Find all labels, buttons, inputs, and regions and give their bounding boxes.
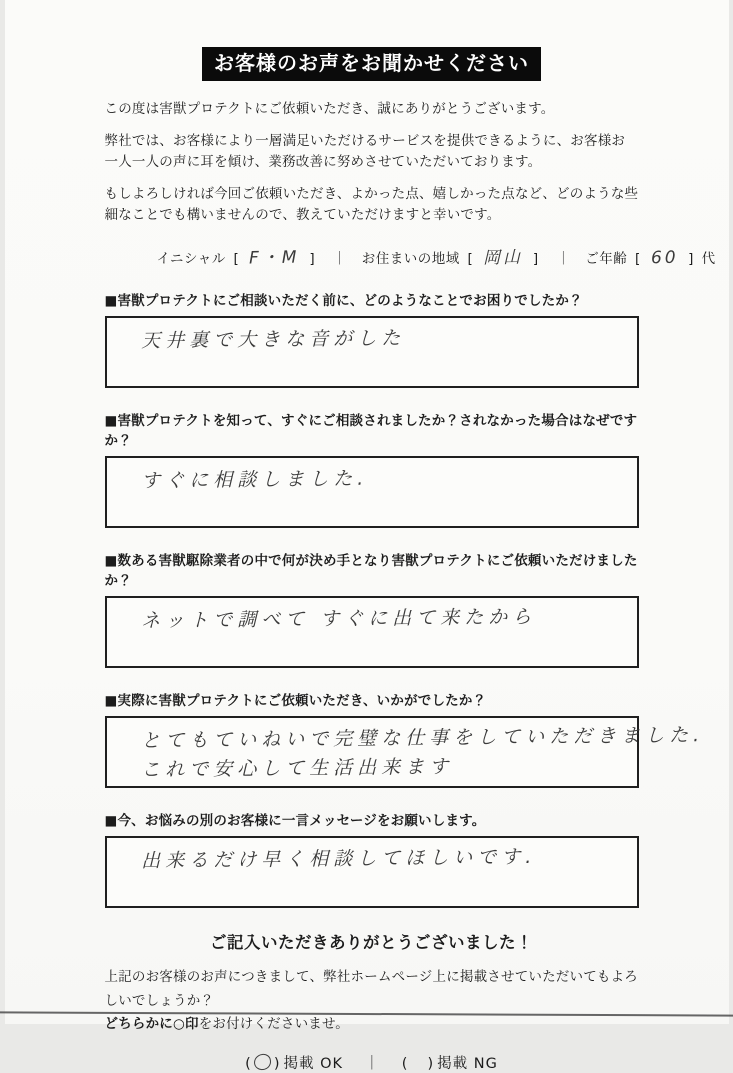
intro-text (105, 99, 639, 227)
answer-box (105, 716, 704, 788)
answer-box (105, 596, 639, 668)
permission-rest-part: をお付けくださいませ。 (198, 1016, 349, 1033)
bracket-close: ] (532, 250, 539, 267)
answer-box (105, 836, 639, 908)
paren-open: ( (401, 1055, 408, 1072)
question-label: ■数ある害獣駆除業者の中で何が決め手となり害獣プロテクトにご依頼いただけましたか？ (104, 552, 638, 589)
respondent-profile-row (156, 243, 716, 269)
question-block-5 (105, 809, 639, 908)
question-label: ■害獣プロテクトにご相談いただく前に、どのようなことでお困りでしたか？ (104, 292, 583, 309)
question-block-2 (105, 409, 639, 528)
publication-permission-text (105, 966, 639, 1037)
separator: ｜ (364, 1055, 381, 1072)
bracket-close: ] (309, 250, 316, 267)
region-label: お住まいの地域 (361, 250, 460, 267)
answer-box (105, 316, 639, 388)
page-content (104, 0, 716, 1073)
paren-close: ) (273, 1055, 280, 1072)
handwritten-answer-line2: これで安心して生活出来ます (140, 756, 453, 782)
handwritten-answer: すぐに相談しました. (140, 467, 368, 492)
paren-close: ) (427, 1055, 434, 1072)
question-label: ■今、お悩みの別のお客様に一言メッセージをお願いします。 (104, 812, 486, 829)
scanned-survey-page (5, 0, 729, 1072)
separator: ｜ (332, 250, 347, 267)
bracket-close: ] (688, 250, 694, 267)
question-label: ■害獣プロテクトを知って、すぐにご相談されましたか？されなかった場合はなぜですか？ (104, 412, 638, 449)
bracket-open: [ (635, 250, 641, 267)
intro-paragraph-1: この度は害獣プロテクトにご依頼いただき、誠にありがとうございます。 (104, 101, 555, 117)
question-label: ■実際に害獣プロテクトにご依頼いただき、いかがでしたか？ (104, 692, 487, 709)
intro-paragraph-2: 弊社では、お客様により一層満足いただけるサービスを提供できるように、お客様お一人一人の声に耳を傾け、業務改善に努めさせていただいております。 (104, 132, 626, 171)
handwritten-answer: とてもていねいで完璧な仕事をしていただきました. (140, 724, 704, 752)
initial-label: イニシャル (156, 250, 226, 267)
question-block-3 (105, 549, 639, 668)
permission-bold-part: どちらかに○印 (104, 1016, 199, 1033)
question-block-1 (105, 289, 639, 388)
handwritten-answer: 出来るだけ早く相談してほしいです. (140, 845, 536, 872)
paren-open: ( (245, 1055, 251, 1072)
page-title: お客様のお声をお聞かせください (202, 47, 541, 81)
separator: ｜ (556, 250, 571, 267)
region-handwritten-value: 岡山 (482, 247, 524, 269)
age-handwritten-value: 60 (650, 247, 679, 269)
permission-line1: 上記のお客様のお声につきまして、弊社ホームページ上に掲載させていただいてもよろしいでしょうか？ (104, 968, 638, 1009)
choice-ng-label: 掲載 NG (437, 1055, 498, 1072)
bracket-open: [ (233, 250, 240, 267)
intro-paragraph-3: もしよろしければ今回ご依頼いただき、よかった点、嬉しかった点など、どのような些細なことでも構いませんので、教えていただけますと幸いです。 (104, 185, 639, 224)
thanks-message: ご記入いただきありがとうございました！ (210, 932, 533, 952)
age-label: ご年齢 (585, 250, 628, 267)
answer-box (105, 456, 639, 528)
age-suffix: 代 (701, 250, 716, 267)
handwritten-circle-mark (253, 1053, 272, 1071)
initial-handwritten-value: F・M (248, 247, 300, 269)
handwritten-answer: 天井裏で大きな音がした (140, 327, 405, 352)
question-block-4 (104, 689, 704, 788)
handwritten-answer: ネットで調べて すぐに出て来たから (140, 605, 536, 632)
publication-choice-row (105, 1052, 639, 1073)
choice-ok-label: 掲載 OK (283, 1055, 344, 1072)
bracket-open: [ (467, 250, 474, 267)
